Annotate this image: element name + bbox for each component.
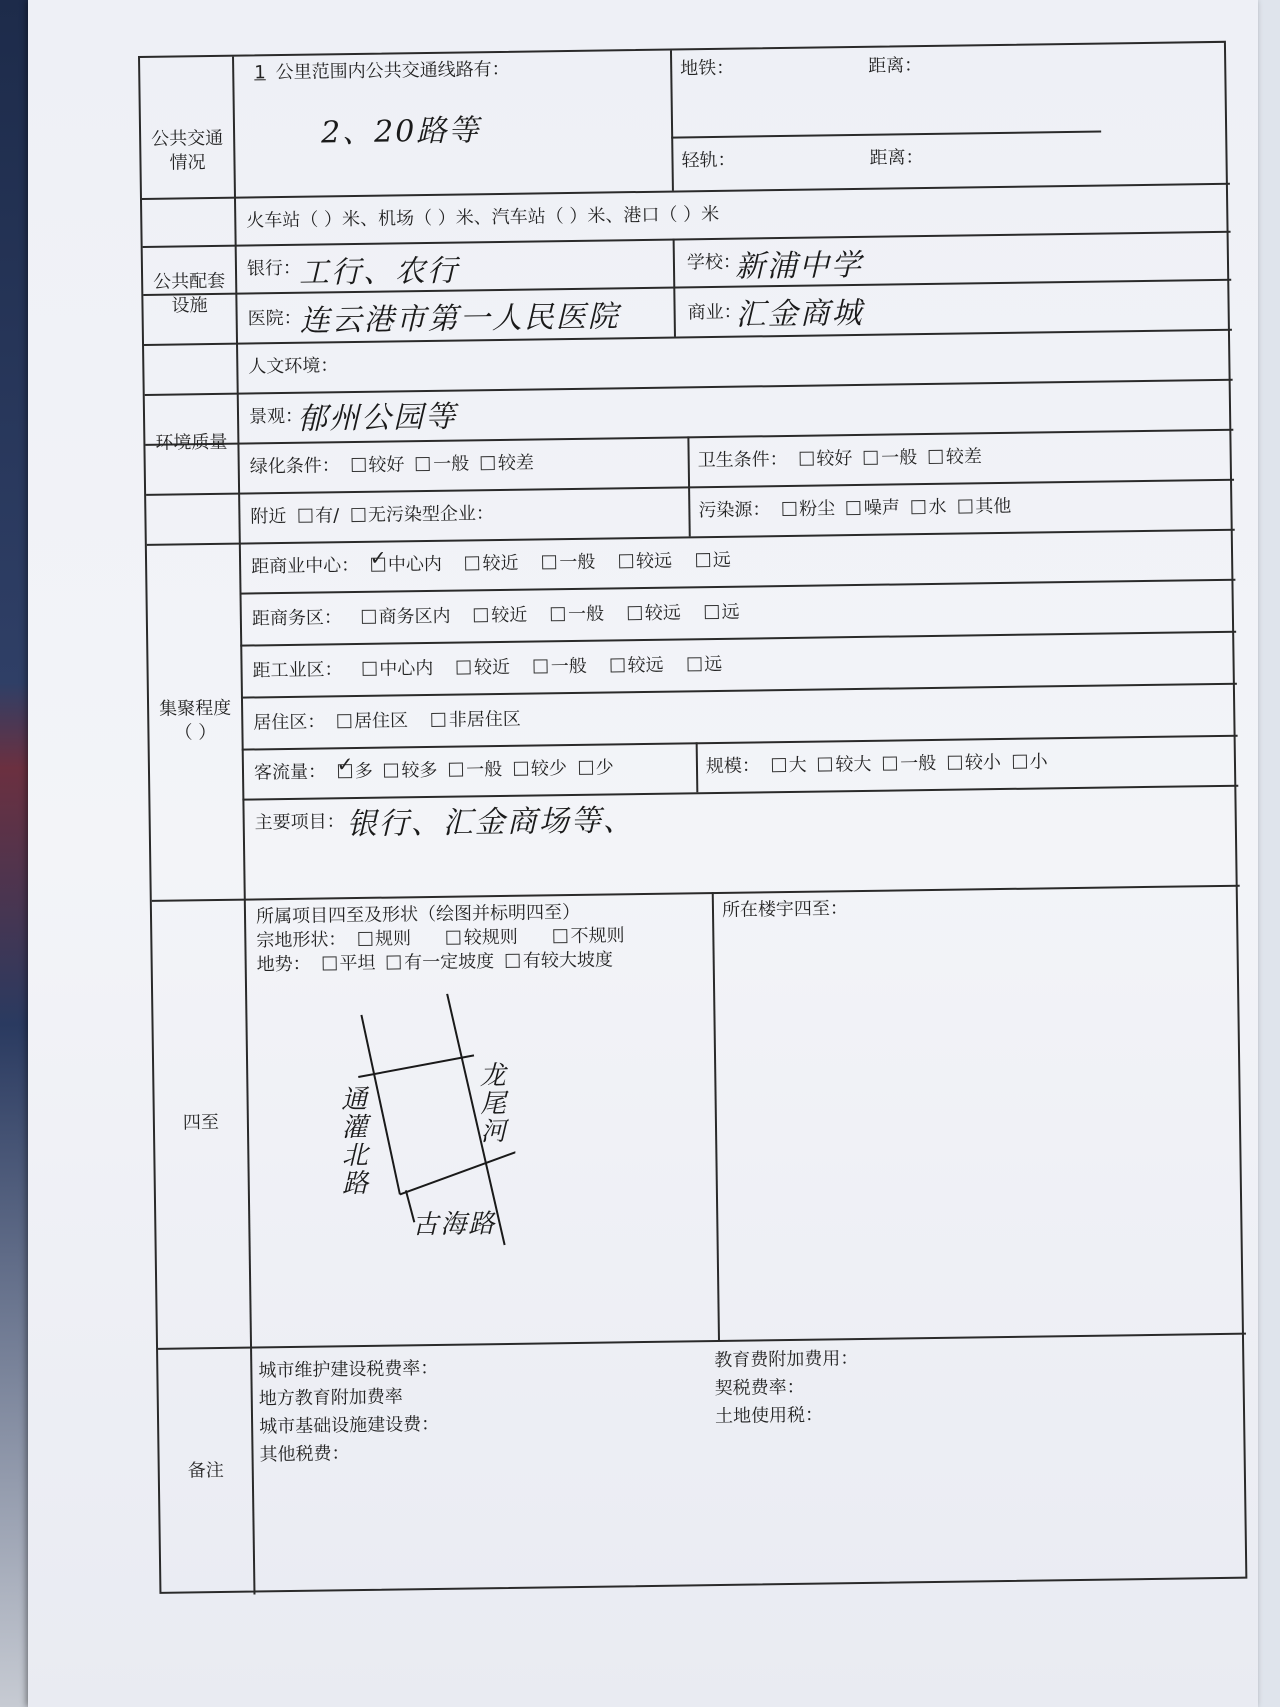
form-page <box>28 0 1258 1707</box>
nearby-row <box>250 503 494 528</box>
pollution-water-checkbox[interactable] <box>911 500 925 514</box>
nearby-no-pollution-label: 无污染型企业： <box>367 503 495 526</box>
pollution-other-checkbox[interactable] <box>958 499 972 513</box>
nearby-yes-label: 有/ <box>315 505 340 527</box>
business-center-row <box>250 545 731 579</box>
traffic-high-label: 多 <box>354 760 373 783</box>
checkmark-icon: ✓ <box>336 752 354 777</box>
greening-row <box>250 453 534 479</box>
business-district-very-far-label: 远 <box>721 601 740 623</box>
remark-other-taxes: 其他税费： <box>259 1443 350 1466</box>
sketch-road-north <box>358 1055 474 1077</box>
business-center-average-checkbox[interactable] <box>542 555 556 569</box>
industrial-average-label: 一般 <box>550 655 587 678</box>
traffic-low-checkbox[interactable] <box>579 761 593 775</box>
school-handwritten: 新浦中学 <box>734 247 864 285</box>
remark-education-surcharge: 教育费附加费用： <box>714 1348 859 1372</box>
business-district-very-far-checkbox[interactable] <box>704 605 718 619</box>
station-distances: 火车站（ ）米、机场（ ）米、汽车站（ ）米、港口（ ）米 <box>246 203 720 232</box>
scale-fairly-small-checkbox[interactable] <box>948 756 962 770</box>
industrial-very-far-checkbox[interactable] <box>687 657 701 671</box>
sanitation-good-label: 较好 <box>816 448 853 470</box>
residential-label: 居住区： <box>253 711 326 734</box>
residential-row <box>253 709 521 735</box>
business-center-inside-checkbox[interactable] <box>369 545 387 572</box>
humanities-label: 人文环境： <box>248 355 339 378</box>
commerce-handwritten: 汇金商城 <box>735 295 864 333</box>
residential-yes-label: 居住区 <box>353 710 409 733</box>
terrain-flat-checkbox[interactable] <box>322 956 336 970</box>
sketch-road-south <box>399 1151 517 1195</box>
greening-poor-checkbox[interactable] <box>481 456 495 470</box>
form-content <box>138 41 1259 1596</box>
traffic-fairly-low-label: 较少 <box>530 758 568 780</box>
sanitation-poor-label: 较差 <box>945 446 983 468</box>
traffic-label: 客流量： <box>253 761 327 784</box>
business-district-near-checkbox[interactable] <box>474 608 488 622</box>
bank-label: 银行： <box>246 257 302 280</box>
boundaries-section-label <box>152 899 250 1348</box>
school-label: 学校： <box>686 251 742 274</box>
remarks-section-label <box>158 1347 253 1596</box>
business-center-label: 距商业中心： <box>250 554 360 578</box>
industrial-row <box>252 654 722 683</box>
facilities-section-label <box>143 245 236 344</box>
shape-irregular-checkbox[interactable] <box>553 929 567 943</box>
scale-label: 规模： <box>705 755 761 778</box>
greening-good-label: 较好 <box>368 454 405 476</box>
business-district-average-label: 一般 <box>567 603 605 626</box>
business-center-inside-label: 中心内 <box>387 553 443 576</box>
business-center-near-label: 较近 <box>482 552 519 575</box>
environment-section-label <box>144 343 239 544</box>
scale-large-label: 大 <box>788 754 807 776</box>
pollution-other-label: 其他 <box>975 495 1012 518</box>
scale-fairly-small-label: 较小 <box>964 752 1002 774</box>
business-district-inside-checkbox[interactable] <box>361 610 375 624</box>
desk-background <box>0 0 30 1707</box>
light-rail-label: 轻轨： <box>681 149 736 172</box>
business-center-far-checkbox[interactable] <box>619 554 633 568</box>
traffic-average-checkbox[interactable] <box>449 763 463 777</box>
facilities-label-line1: 公共配套 <box>153 270 226 293</box>
hospital-handwritten: 连云港市第一人民医院 <box>299 299 620 339</box>
sanitation-poor-checkbox[interactable] <box>929 450 943 464</box>
traffic-row <box>253 752 614 784</box>
nearby-label: 附近 <box>250 505 287 528</box>
pollution-water-label: 水 <box>928 496 947 519</box>
landscape-label: 景观： <box>248 405 304 428</box>
transport-label-line1: 公共交通 <box>151 127 224 150</box>
industrial-inside-label: 中心内 <box>379 657 434 680</box>
traffic-fairly-low-checkbox[interactable] <box>514 762 528 776</box>
boundaries-label: 四至 <box>182 1111 220 1134</box>
pollution-label: 污染源： <box>698 499 771 522</box>
transport-label-line2: 情况 <box>169 152 206 174</box>
shape-fairly-regular-label: 较规则 <box>463 926 518 949</box>
shape-label: 宗地形状： <box>256 929 347 952</box>
scale-row <box>706 751 1048 778</box>
industrial-label: 距工业区： <box>252 659 343 682</box>
nearby-yes-checkbox[interactable] <box>298 509 312 523</box>
scale-small-checkbox[interactable] <box>1013 755 1027 769</box>
sketch-label-south: 古海路 <box>412 1209 497 1241</box>
scale-small-label: 小 <box>1029 751 1048 773</box>
business-district-row <box>252 602 740 631</box>
greening-poor-label: 较差 <box>497 452 535 475</box>
terrain-row <box>257 949 613 976</box>
bus-routes-handwritten: 2、20路等 <box>320 113 481 151</box>
traffic-fairly-high-label: 较多 <box>401 759 438 782</box>
industrial-very-far-label: 远 <box>704 653 723 676</box>
business-district-far-label: 较远 <box>644 602 681 624</box>
remark-local-education-surcharge: 地方教育附加费率 <box>258 1386 403 1410</box>
sanitation-average-checkbox[interactable] <box>864 451 878 465</box>
remark-urban-maintenance-tax: 城市维护建设税费率： <box>258 1357 439 1382</box>
terrain-steep-slope-checkbox[interactable] <box>506 954 520 968</box>
industrial-inside-checkbox[interactable] <box>362 662 376 676</box>
agglomeration-paren: （ ） <box>174 721 217 744</box>
metro-distance-label: 距离： <box>868 55 923 77</box>
shape-irregular-label: 不规则 <box>570 925 625 948</box>
metro-label: 地铁： <box>680 57 735 80</box>
business-district-inside-label: 商务区内 <box>378 605 451 628</box>
business-district-far-checkbox[interactable] <box>628 606 642 620</box>
pollution-dust-checkbox[interactable] <box>782 502 796 516</box>
business-center-very-far-checkbox[interactable] <box>696 553 710 567</box>
scale-average-checkbox[interactable] <box>883 756 897 770</box>
light-rail-distance-label: 距离： <box>869 147 924 169</box>
business-district-near-label: 较近 <box>491 604 528 627</box>
terrain-flat-label: 平坦 <box>339 952 376 975</box>
remark-infrastructure-fee: 城市基础设施建设费： <box>259 1413 440 1438</box>
remark-land-use-tax: 土地使用税： <box>714 1404 824 1428</box>
scale-average-label: 一般 <box>900 752 937 775</box>
shape-regular-label: 规则 <box>374 928 412 950</box>
checkmark-icon: ✓ <box>369 545 387 570</box>
terrain-label: 地势： <box>256 953 311 976</box>
bus-routes-prompt <box>244 59 510 85</box>
pollution-noise-label: 噪声 <box>863 497 900 519</box>
traffic-fairly-high-checkbox[interactable] <box>384 763 398 777</box>
hospital-label: 医院： <box>247 307 302 330</box>
residential-no-checkbox[interactable] <box>432 713 446 727</box>
traffic-average-label: 一般 <box>466 758 503 781</box>
industrial-far-checkbox[interactable] <box>610 658 624 672</box>
industrial-average-checkbox[interactable] <box>534 659 548 673</box>
business-district-label: 距商务区： <box>251 607 343 630</box>
agglomeration-section-label <box>147 543 244 900</box>
survey-table <box>138 41 1247 1594</box>
business-center-average-label: 一般 <box>559 551 596 574</box>
industrial-near-label: 较近 <box>473 656 511 679</box>
greening-label: 绿化条件： <box>249 455 340 478</box>
industrial-far-label: 较远 <box>627 654 664 677</box>
scale-fairly-large-checkbox[interactable] <box>818 757 832 771</box>
shape-row <box>256 925 624 952</box>
project-boundaries-title: 所属项目四至及形状（绘图并标明四至） <box>255 901 581 928</box>
main-items-handwritten: 银行、汇金商场等、 <box>346 803 635 843</box>
transport-section-label <box>140 57 235 246</box>
bus-routes-label: 公里范围内公共交通线路有： <box>275 58 510 84</box>
building-boundaries-label: 所在楼宇四至： <box>721 898 849 921</box>
business-district-average-checkbox[interactable] <box>551 607 565 621</box>
commerce-label: 商业： <box>687 301 742 324</box>
business-center-near-checkbox[interactable] <box>465 556 479 570</box>
terrain-some-slope-checkbox[interactable] <box>387 955 401 969</box>
terrain-some-slope-label: 有一定坡度 <box>404 951 495 974</box>
sanitation-average-label: 一般 <box>881 447 918 469</box>
pollution-row <box>698 496 1011 522</box>
scale-fairly-large-label: 较大 <box>835 753 872 776</box>
shape-regular-checkbox[interactable] <box>358 932 372 946</box>
sketch-label-east: 龙尾河 <box>475 1060 507 1146</box>
remarks-label: 备注 <box>187 1459 224 1482</box>
traffic-low-label: 少 <box>595 757 614 779</box>
facilities-label-line2: 设施 <box>171 295 208 317</box>
scale-large-checkbox[interactable] <box>772 758 786 772</box>
sanitation-label: 卫生条件： <box>697 448 788 472</box>
agglomeration-label: 集聚程度 <box>158 697 232 720</box>
shape-fairly-regular-checkbox[interactable] <box>447 931 461 945</box>
landscape-handwritten: 郁州公园等 <box>296 399 458 437</box>
sanitation-row <box>698 446 982 472</box>
residential-no-label: 非居住区 <box>448 708 521 731</box>
business-center-far-label: 较远 <box>635 550 673 573</box>
environment-label: 环境质量 <box>155 431 228 454</box>
greening-good-checkbox[interactable] <box>351 458 365 472</box>
business-center-very-far-label: 远 <box>712 549 731 572</box>
bus-radius-value: 1 <box>254 62 266 84</box>
nearby-no-pollution-checkbox[interactable] <box>351 508 365 522</box>
greening-average-checkbox[interactable] <box>416 457 430 471</box>
bank-handwritten: 工行、农行 <box>298 253 460 291</box>
greening-average-label: 一般 <box>433 453 470 475</box>
sketch-label-west: 通灌北路 <box>336 1084 368 1198</box>
pollution-noise-checkbox[interactable] <box>847 501 861 515</box>
traffic-high-checkbox[interactable] <box>336 752 354 778</box>
sanitation-good-checkbox[interactable] <box>799 452 813 466</box>
main-items-label: 主要项目： <box>254 811 345 834</box>
residential-yes-checkbox[interactable] <box>337 714 351 728</box>
remark-deed-tax-rate: 契税费率： <box>714 1376 805 1400</box>
pollution-dust-label: 粉尘 <box>798 498 836 520</box>
industrial-near-checkbox[interactable] <box>457 660 471 674</box>
terrain-steep-slope-label: 有较大坡度 <box>522 949 614 972</box>
